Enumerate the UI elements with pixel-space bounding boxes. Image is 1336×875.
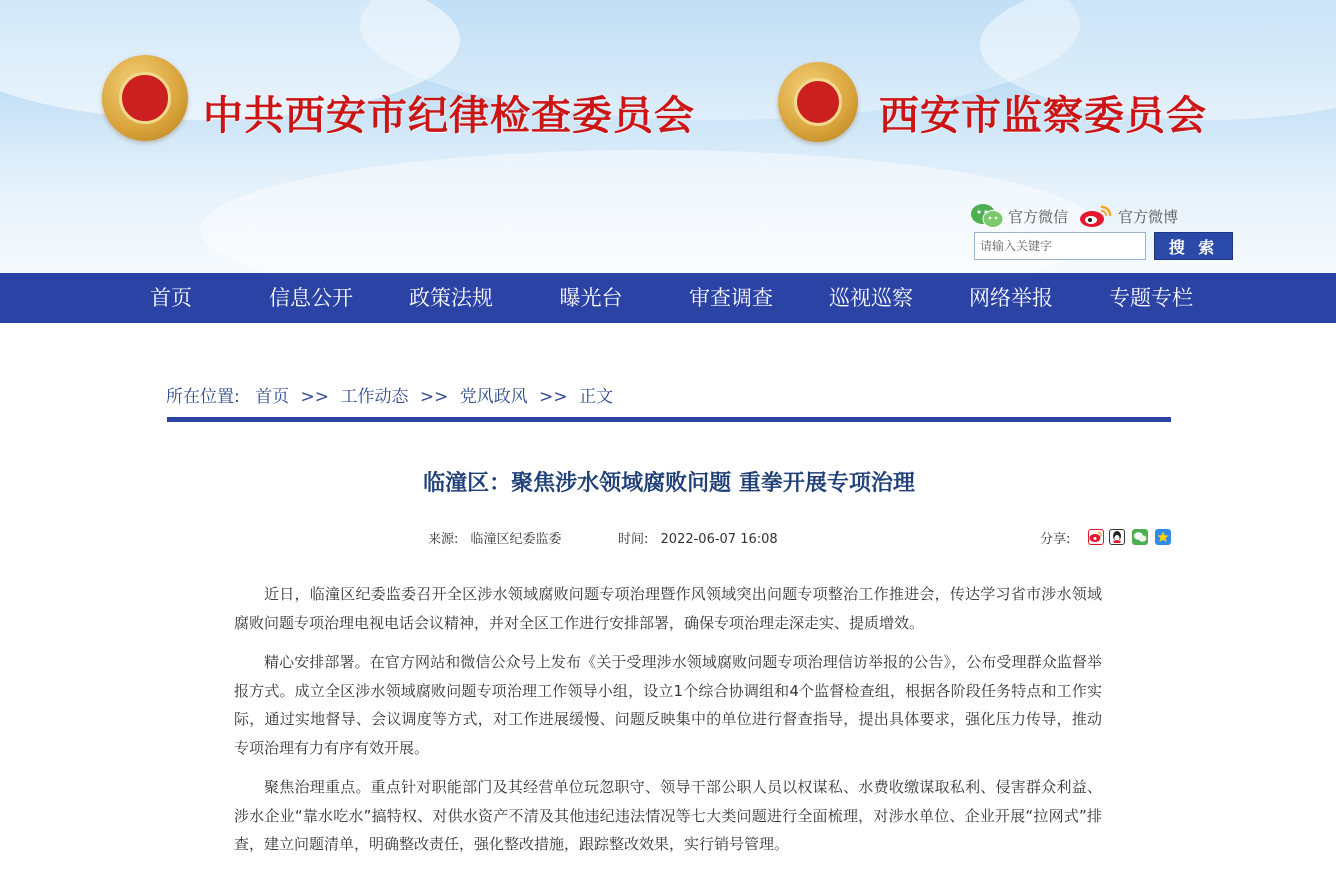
weibo-link[interactable] (1078, 203, 1178, 229)
breadcrumb-party-style[interactable]: 党风政风 (459, 387, 528, 407)
decor-cloud (200, 150, 1100, 273)
nav-item-home[interactable]: 首页 (150, 286, 192, 310)
weibo-share-icon[interactable] (1088, 529, 1104, 545)
nav-item-exposure[interactable]: 曝光台 (559, 286, 623, 310)
article-source (428, 528, 562, 547)
breadcrumb-separator: >> (300, 387, 330, 407)
article-paragraph: 聚焦治理重点。重点针对职能部门及其经营单位玩忽职守、领导干部公职人员以权谋私、水费收缴谋取私利、侵害群众利益、涉水企业“靠水吃水”搞特权、对供水资产不清及其他违纪违法情况等七大类问题进行全面梳理，对涉水单位、企业开展“拉网式”排查，建立问题清单，明确整改责任，强化整改措施，跟踪整改效果，实行销号管理。 (234, 778, 1102, 853)
nav-item-policies[interactable]: 政策法规 (409, 286, 493, 310)
emblem-center (119, 72, 171, 124)
party-emblem-placeholder (102, 55, 188, 141)
time-value: 2022-06-07 16:08 (660, 532, 778, 547)
breadcrumb-home[interactable]: 首页 (255, 387, 290, 407)
article-paragraph: 精心安排部署。在官方网站和微信公众号上发布《关于受理涉水领域腐败问题专项治理信访举报的公告》，公布受理群众监督举报方式。成立全区涉水领域腐败问题专项治理工作领导小组，设立1个综合协调组和4个监督检查组，根据各阶段任务特点和工作实际，通过实地督导、会议调度等方式，对工作进展缓慢、问题反映集中的单位进行督查指导，提出具体要求，强化压力传导，推动专项治理有力有序有效开展。 (234, 653, 1102, 757)
wechat-label: 官方微信 (1008, 207, 1069, 226)
breadcrumb (166, 382, 613, 407)
qq-share-icon[interactable] (1109, 529, 1125, 545)
article-body (234, 580, 1102, 870)
nav-item-online-report[interactable]: 网络举报 (969, 286, 1053, 310)
breadcrumb-current: 正文 (579, 387, 614, 407)
weibo-label: 官方微博 (1118, 207, 1179, 226)
nav-item-special-topics[interactable]: 专题专栏 (1109, 286, 1193, 310)
source-value: 临潼区纪委监委 (470, 532, 562, 547)
nav-item-inspection[interactable]: 巡视巡察 (829, 286, 913, 310)
nav-item-investigation[interactable]: 审查调查 (689, 286, 773, 310)
article-title: 临潼区：聚焦涉水领域腐败问题 重拳开展专项治理 (423, 471, 915, 496)
search-input[interactable] (974, 232, 1146, 260)
time-label: 时间: (618, 532, 649, 547)
wechat-link[interactable] (970, 203, 1068, 229)
left-site-title: 中共西安市纪律检查委员会 (203, 93, 695, 139)
article-paragraph: 近日，临潼区纪委监委召开全区涉水领域腐败问题专项治理暨作风领域突出问题专项整治工作推进会，传达学习省市涉水领域腐败问题专项治理电视电话会议精神，并对全区工作进行安排部署，确保专项治理走深走实、提质增效。 (234, 585, 1102, 632)
qzone-share-icon[interactable] (1155, 529, 1171, 545)
wechat-icon (970, 203, 1004, 229)
weibo-icon (1078, 203, 1114, 229)
breadcrumb-prefix: 所在位置: (166, 387, 240, 407)
breadcrumb-separator: >> (419, 387, 449, 407)
wechat-share-icon[interactable] (1132, 529, 1148, 545)
national-emblem-placeholder (778, 62, 858, 142)
search-button[interactable]: 搜 索 (1154, 232, 1233, 260)
breadcrumb-work-news[interactable]: 工作动态 (340, 387, 409, 407)
right-site-title: 西安市监察委员会 (879, 93, 1207, 139)
site-header (0, 0, 1336, 273)
main-nav (0, 273, 1336, 323)
emblem-center (794, 78, 842, 126)
share-label: 分享: (1040, 532, 1071, 547)
nav-item-info-disclosure[interactable]: 信息公开 (269, 286, 353, 310)
source-label: 来源: (428, 532, 459, 547)
breadcrumb-separator: >> (539, 387, 568, 407)
breadcrumb-divider (167, 417, 1171, 422)
article-time (618, 528, 778, 547)
